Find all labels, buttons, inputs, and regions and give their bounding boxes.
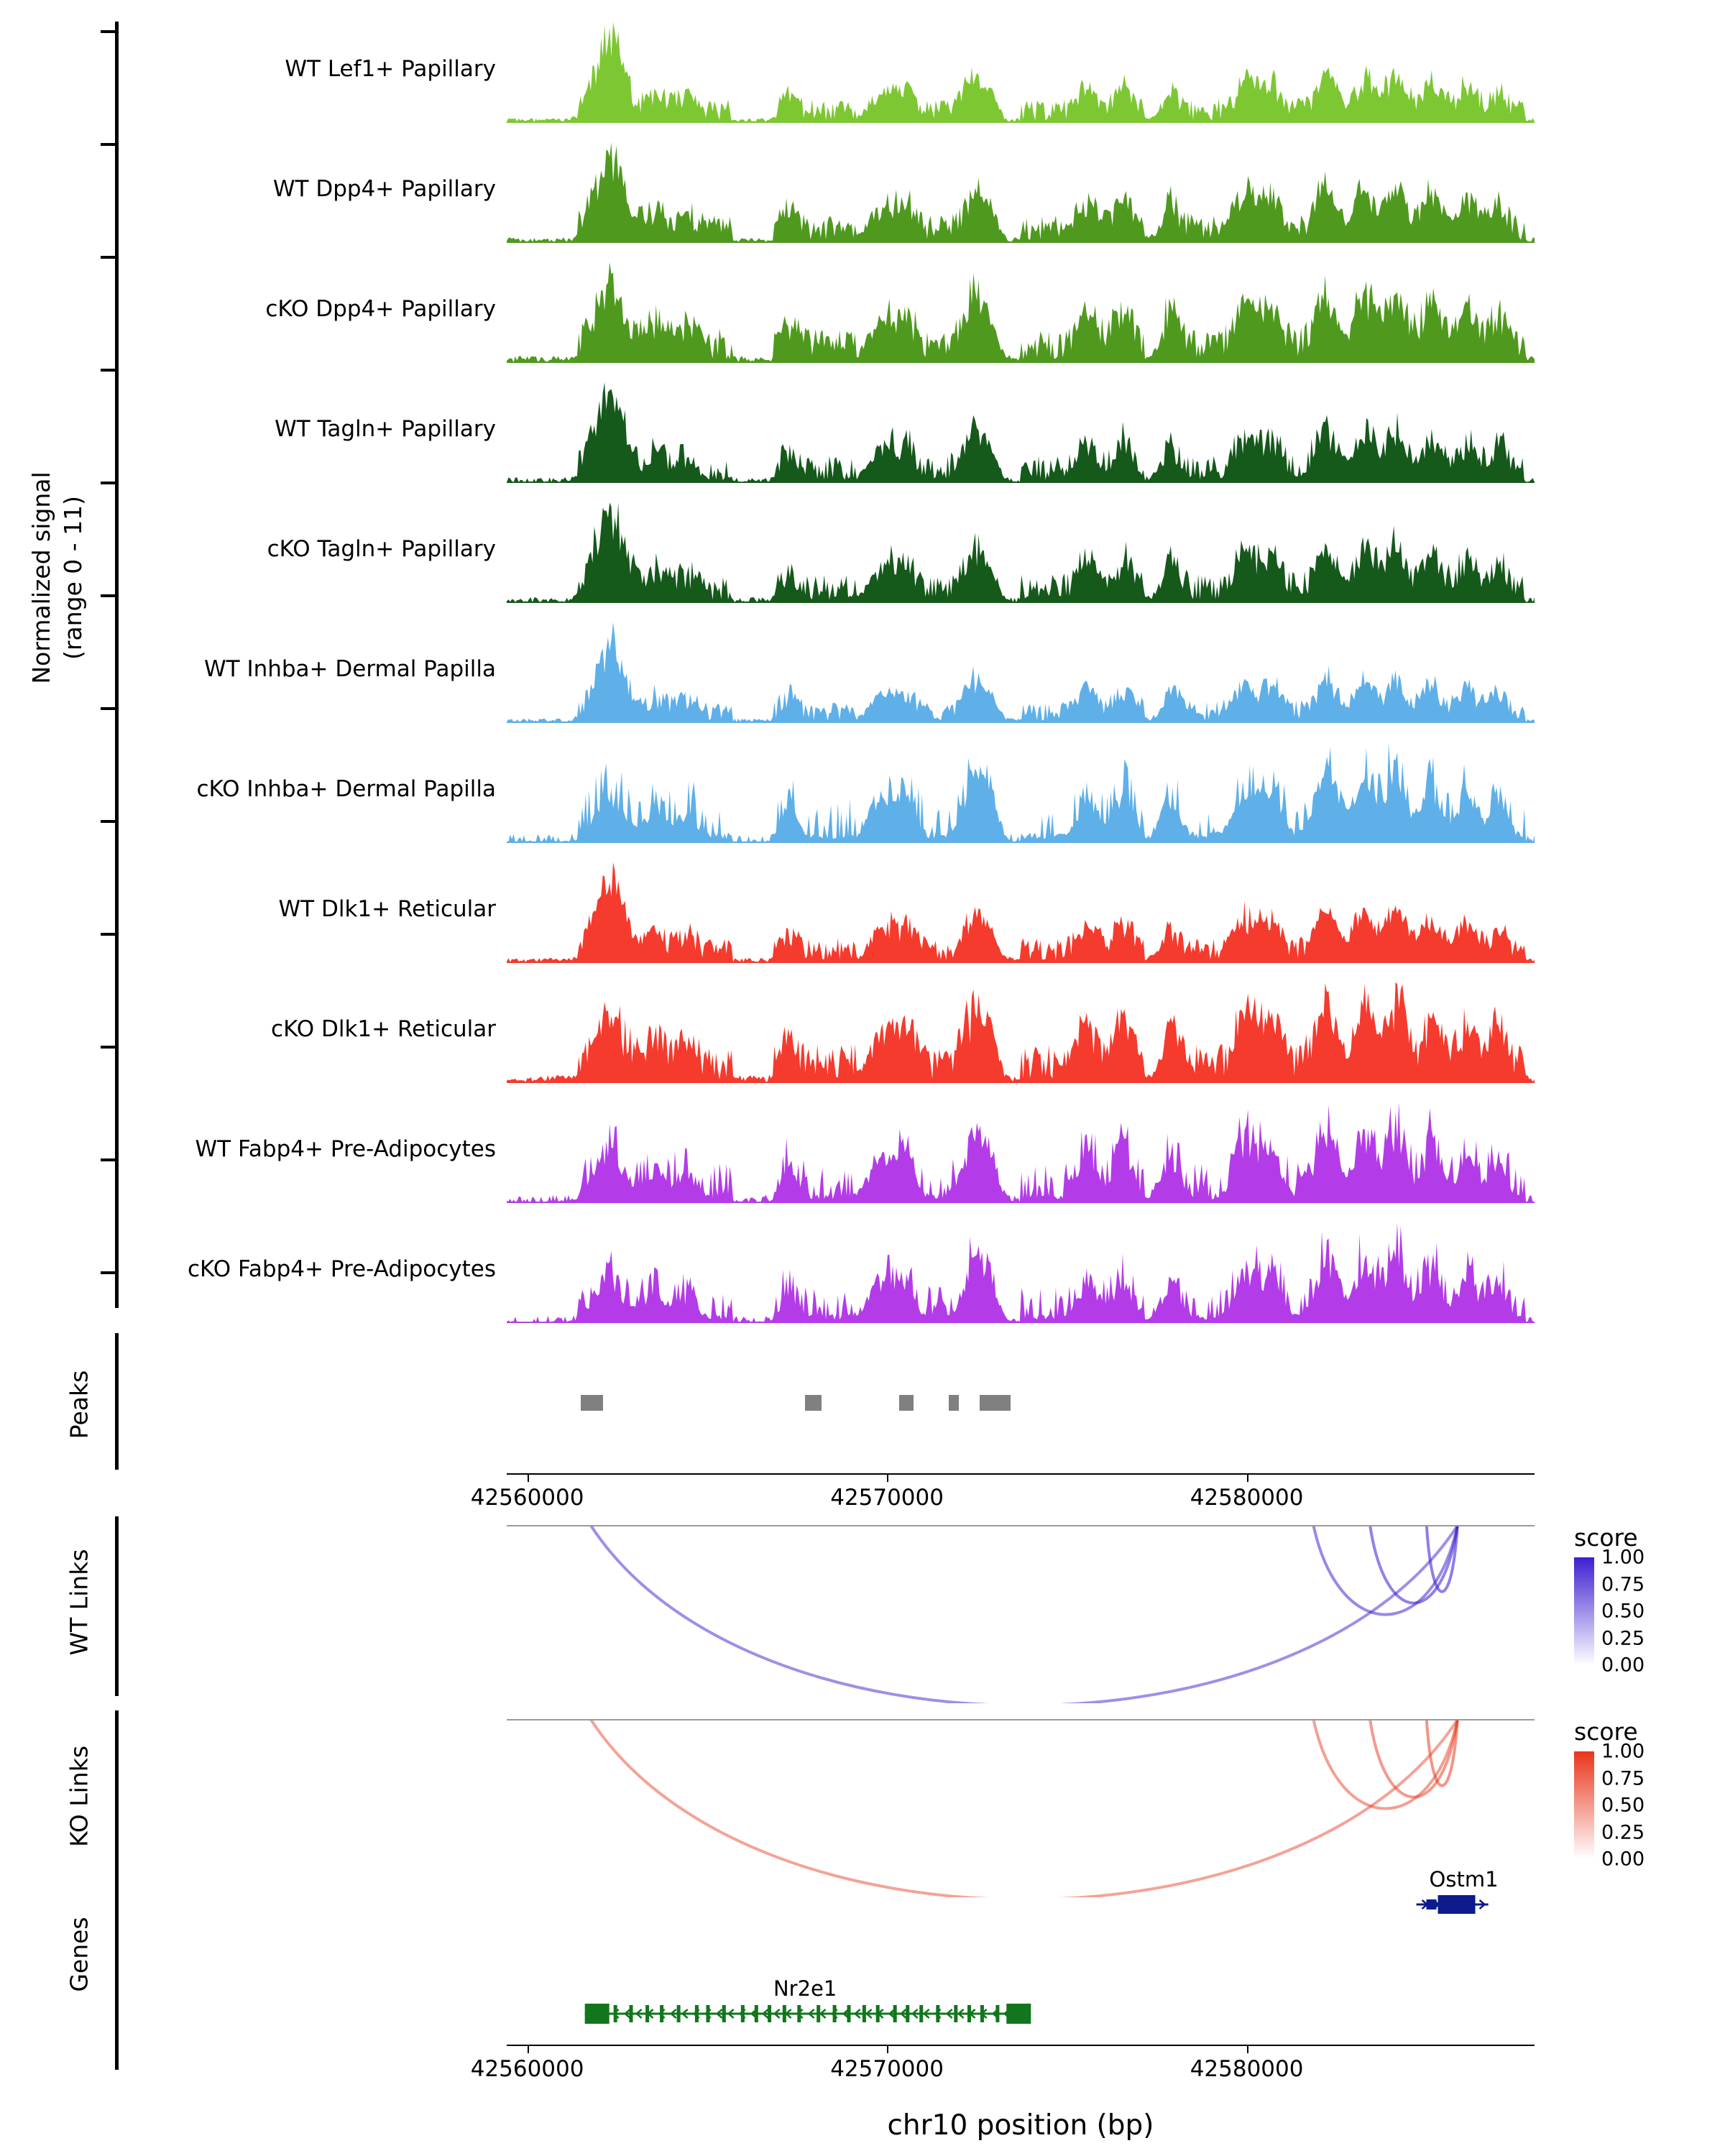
track-signal — [507, 740, 1535, 860]
track-signal — [507, 380, 1535, 500]
ko-links-panel-label: KO Links — [65, 1745, 93, 1848]
wt-links-baseline — [507, 1525, 1535, 1526]
gene-models — [507, 1861, 1535, 2070]
wt-legend-colorbar — [1574, 1557, 1594, 1665]
track-signal — [507, 140, 1535, 260]
peaks-x-axis — [507, 1473, 1535, 1475]
track-label: WT Lef1+ Papillary — [285, 56, 496, 82]
ko-legend-title: score — [1574, 1718, 1638, 1746]
wt-legend-tick-labels — [1601, 1546, 1725, 1677]
track-signal — [507, 1100, 1535, 1220]
x-axis-tick-label: 42570000 — [830, 2056, 944, 2082]
ko-legend-tick-labels — [1601, 1740, 1725, 1871]
gene-exon — [585, 2004, 610, 2024]
x-axis-tick-label: 42580000 — [1190, 1485, 1304, 1511]
legend-tick-label: 0.00 — [1601, 1848, 1645, 1871]
coverage-track-8 — [0, 860, 1725, 980]
coverage-track-5 — [0, 500, 1725, 620]
peak-box — [899, 1395, 914, 1411]
wt-links-panel-label: WT Links — [65, 1549, 93, 1656]
x-axis-tick — [1247, 1475, 1248, 1482]
legend-tick-label: 0.50 — [1601, 1794, 1645, 1817]
track-signal — [507, 500, 1535, 620]
legend-tick-label: 0.75 — [1601, 1573, 1645, 1595]
wt-links-arcs — [507, 1509, 1535, 1703]
peak-box — [949, 1395, 959, 1411]
gene-exon — [1006, 2004, 1031, 2024]
wt-links-plot — [507, 1509, 1535, 1703]
track-label: cKO Tagln+ Papillary — [267, 536, 496, 562]
coverage-track-2 — [0, 140, 1725, 260]
x-axis-tick — [1247, 2046, 1248, 2053]
coverage-track-9 — [0, 980, 1725, 1100]
genes-axis-line — [115, 1861, 119, 2070]
peak-box — [980, 1395, 1011, 1411]
y-axis-label-line1: Normalized signal — [27, 471, 55, 684]
wt-links-score-legend — [1574, 1524, 1725, 1677]
wt-links-axis-line — [115, 1516, 119, 1696]
genes-panel-label: Genes — [65, 1917, 93, 1992]
legend-tick-label: 0.50 — [1601, 1600, 1645, 1623]
x-axis-tick-label: 42560000 — [470, 1485, 584, 1511]
coverage-track-3 — [0, 260, 1725, 380]
peaks-axis-line — [115, 1333, 119, 1470]
legend-tick-label: 0.00 — [1601, 1654, 1645, 1677]
gene-exon — [677, 2005, 681, 2022]
x-axis-tick — [887, 1475, 888, 1482]
track-label: cKO Inhba+ Dermal Papilla — [196, 776, 496, 802]
legend-tick-label: 1.00 — [1601, 1546, 1645, 1569]
ko-links-baseline — [507, 1719, 1535, 1720]
coverage-track-11 — [0, 1220, 1725, 1340]
gene-label-ostm1: Ostm1 — [1429, 1867, 1499, 1892]
coverage-track-7 — [0, 740, 1725, 860]
track-label: WT Inhba+ Dermal Papilla — [204, 656, 496, 682]
coverage-track-10 — [0, 1100, 1725, 1220]
track-signal — [507, 980, 1535, 1100]
wt-links-panel — [0, 1509, 1725, 1703]
ko-links-score-legend — [1574, 1718, 1725, 1871]
gene-label-nr2e1: Nr2e1 — [773, 1976, 837, 2001]
x-axis-tick-label: 42570000 — [830, 1485, 944, 1511]
x-axis-label: chr10 position (bp) — [887, 2109, 1154, 2142]
legend-tick-label: 0.25 — [1601, 1627, 1645, 1649]
peak-box — [581, 1395, 603, 1411]
track-label: WT Dlk1+ Reticular — [278, 896, 496, 922]
y-axis-label-line2: (range 0 - 11) — [59, 495, 87, 660]
gene-exon — [630, 2005, 633, 2022]
legend-tick-label: 0.75 — [1601, 1767, 1645, 1789]
track-signal — [507, 20, 1535, 140]
gene-exon — [695, 2005, 699, 2022]
gene-exon — [1438, 1895, 1476, 1914]
gene-exon — [755, 2005, 758, 2022]
genes-plot — [507, 1861, 1535, 2070]
gene-exon — [722, 2005, 726, 2022]
wt-legend-title: score — [1574, 1524, 1638, 1552]
coverage-track-6 — [0, 620, 1725, 740]
ko-legend-colorbar — [1574, 1751, 1594, 1859]
legend-tick-label: 1.00 — [1601, 1740, 1645, 1763]
track-label: cKO Fabp4+ Pre-Adipocytes — [188, 1256, 496, 1282]
x-axis-tick — [887, 2046, 888, 2053]
gene-exon — [768, 2005, 771, 2022]
track-signal — [507, 1220, 1535, 1340]
x-axis-tick — [528, 1475, 529, 1482]
coverage-track-4 — [0, 380, 1725, 500]
track-label: cKO Dpp4+ Papillary — [265, 296, 496, 322]
x-axis-tick-label: 42560000 — [470, 2056, 584, 2082]
gene-exon — [847, 2005, 850, 2022]
gene-exon — [906, 2005, 909, 2022]
track-signal — [507, 260, 1535, 380]
track-label: WT Dpp4+ Papillary — [272, 176, 496, 202]
track-signal — [507, 620, 1535, 740]
genes-panel — [0, 1861, 1725, 2082]
genes-x-axis — [507, 2045, 1535, 2046]
gene-exon — [919, 2005, 923, 2022]
track-signal — [507, 860, 1535, 980]
track-label: WT Fabp4+ Pre-Adipocytes — [195, 1136, 496, 1162]
track-label: cKO Dlk1+ Reticular — [271, 1016, 496, 1042]
x-axis-tick — [528, 2046, 529, 2053]
gene-exon — [954, 2005, 957, 2022]
gene-exon — [893, 2005, 897, 2022]
x-axis-tick-label: 42580000 — [1190, 2056, 1304, 2082]
peaks-panel — [0, 1333, 1725, 1511]
legend-tick-label: 0.25 — [1601, 1821, 1645, 1843]
gene-exon — [995, 2005, 999, 2022]
peak-box-list — [507, 1333, 1535, 1470]
coverage-track-1 — [0, 20, 1725, 140]
peaks-panel-label: Peaks — [65, 1370, 93, 1439]
peak-box — [805, 1395, 822, 1411]
link-arc — [591, 1526, 1457, 1703]
track-label: WT Tagln+ Papillary — [275, 416, 496, 442]
